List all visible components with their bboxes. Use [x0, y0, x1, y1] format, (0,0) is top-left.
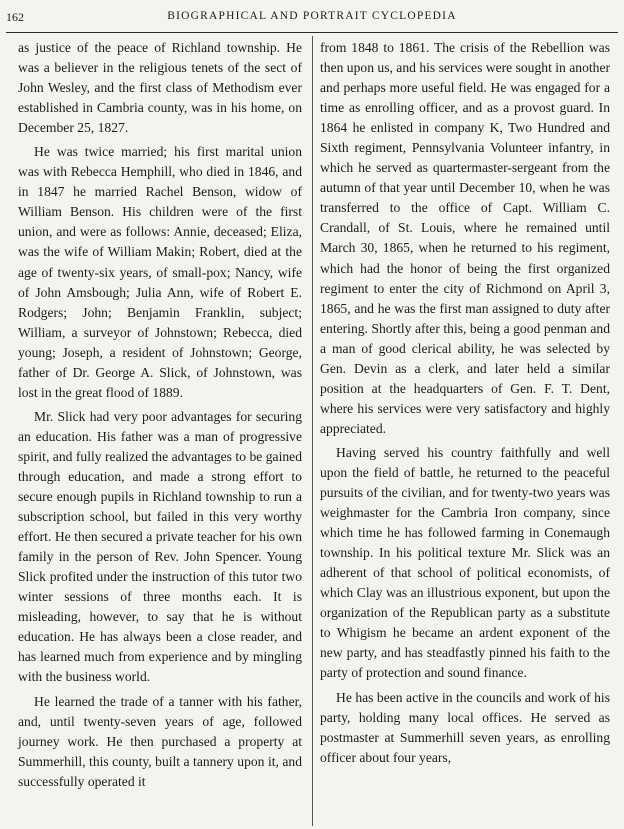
paragraph: He learned the trade of a tanner with his father, and, until twenty-seven years of age, followed journey work. He then purchased a property at Summerhill, this county, built a tannery upon it, and successfully operated it	[18, 693, 302, 789]
right-column	[320, 38, 610, 768]
paragraph: from 1848 to 1861. The crisis of the Rebellion was then upon us, and his services were sought in another and perhaps more useful field. He was engaged for a time as enrolling officer, and as a provost guard. In 1864 he enlisted in company K, Two Hundred and Sixth regiment, Pennsylvania Volunteer infantry, in which he served as quartermaster-sergeant from the autumn of that year until December 10, when he was transferred to the office of Capt. William C. Crandall, of St. Louis, where he remained until March 30, 1865, when he returned to his regiment, which had the honor of being the first organized regiment to enter the city of Richmond on April 3, 1865, and he was the first man assigned to duty after entering. Shortly after this, being a good penman and a man of good clerical ability, he was selected by Gen. Devin as a clerk, and later held a similar position at the headquarters of Gen. F. T. Dent, where his services were very satisfactory and highly appreciated.	[320, 40, 610, 436]
column-divider	[312, 36, 313, 826]
paragraph: as justice of the peace of Richland township. He was a believer in the religious tenets of the sect of John Wesley, and the first class of Methodism ever established in Cambria county, was in his home, on December 25, 1827.	[18, 40, 302, 136]
left-column	[18, 38, 302, 792]
page-header	[6, 10, 618, 26]
paragraph: He was twice married; his first marital union was with Rebecca Hemphill, who died in 1846, and in 1847 he married Rachel Benson, widow of William Benson. His children were of the first union, and were as follows: Annie, deceased; Eliza, was the wife of William Makin; Robert, died at the age of twenty-six years, of small-pox; Nancy, wife of John Amsbough; Julia Ann, wife of Robert E. Rodgers; John; Benjamin Franklin, subject; William, a surveyor of Johnstown; Rebecca, died young; Joseph, a resident of Johnstown; George, father of Dr. George A. Slick, of Johnstown, was lost in the great flood of 1889.	[18, 144, 302, 400]
running-head: BIOGRAPHICAL AND PORTRAIT CYCLOPEDIA	[167, 10, 457, 22]
paragraph: He has been active in the councils and work of his party, holding many local offices. He served as postmaster at Summerhill seven years, as enrolling officer about four years,	[320, 689, 610, 765]
paragraph: Having served his country faithfully and well upon the field of battle, he returned to the peaceful pursuits of the civilian, and for twenty-two years was weighmaster for the Cambria Iron company, since which time he has followed farming in Conemaugh township. In his political texture Mr. Slick was an adherent of that school of political economists, of which Clay was an illustrious exponent, but upon the organization of the Republican party as a substitute to Whigism he became an ardent exponent of the new party, and has steadfastly pinned his faith to the party of protection and sound finance.	[320, 444, 610, 681]
header-rule	[6, 32, 618, 33]
paragraph: Mr. Slick had very poor advantages for securing an education. His father was a man of progressive spirit, and fully realized the advantages to be gained through education, and made a strong effort to secure enough pupils in Richland township to run a subscription school, but failed in this very worthy effort. He then secured a private teacher for his own family in the person of Rev. John Spencer. Young Slick profited under the instruction of this tutor two winter sessions of three months each. It is misleading, however, to say that he is without education. He has always been a close reader, and has learned much from experience and by mingling with the business world.	[18, 408, 302, 685]
page-number: 162	[6, 10, 24, 24]
